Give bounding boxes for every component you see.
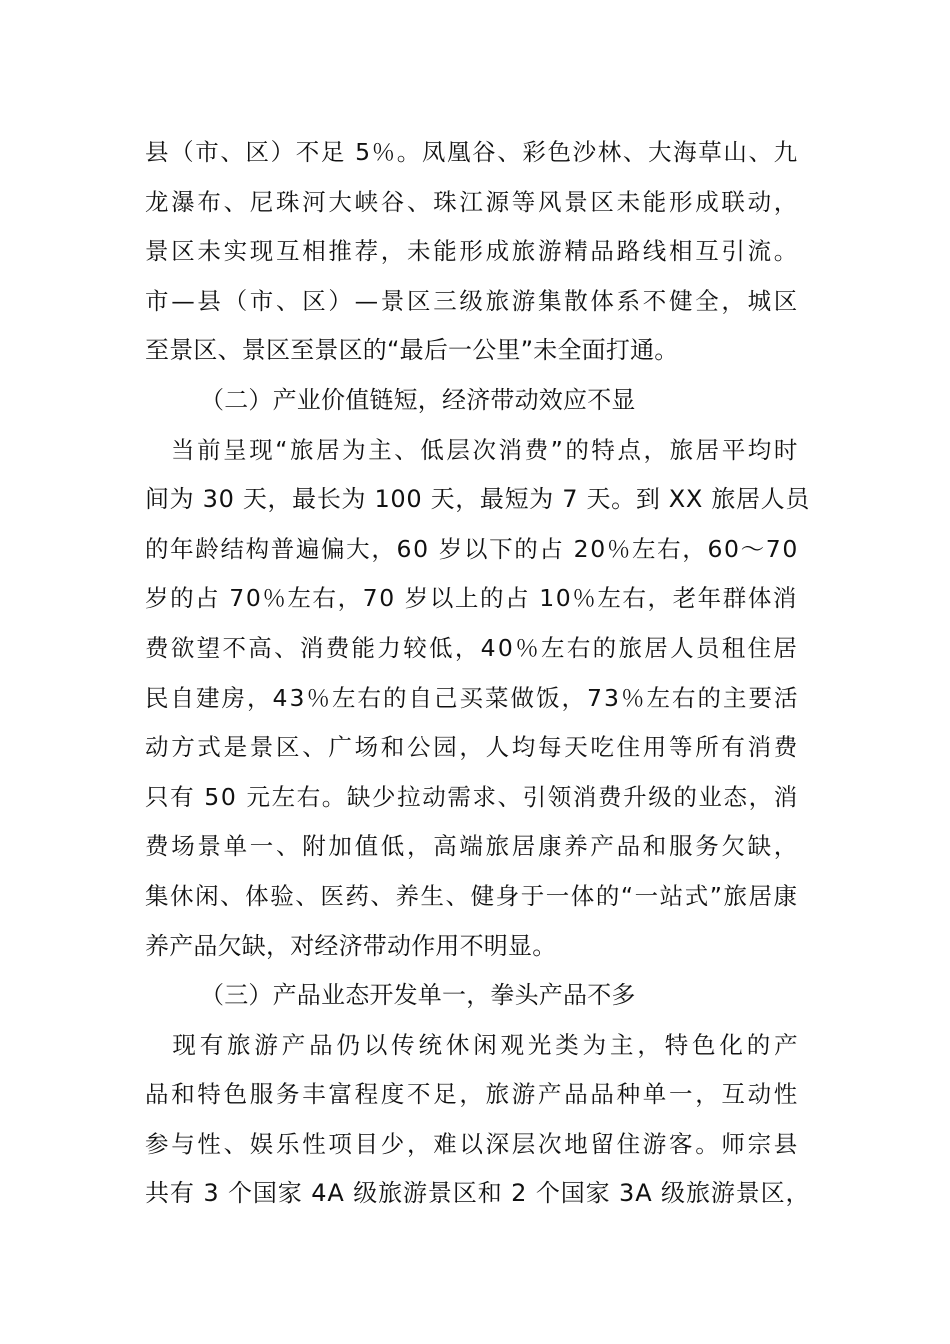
document-body bbox=[145, 128, 810, 1219]
text-line: 费欲望不高、消费能力较低，40％左右的旅居人员租住居 bbox=[145, 633, 800, 662]
section-heading: （二）产业价值链短，经济带动效应不显 bbox=[200, 385, 636, 414]
text-line: 当前呈现“旅居为主、低层次消费”的特点，旅居平均时 bbox=[145, 435, 800, 464]
text-line: 动方式是景区、广场和公园，人均每天吃住用等所有消费 bbox=[145, 733, 800, 762]
text-line: 参与性、娱乐性项目少，难以深层次地留住游客。师宗县 bbox=[145, 1129, 800, 1158]
text-line: 只有 50 元左右。缺少拉动需求、引领消费升级的业态，消 bbox=[145, 782, 799, 811]
text-line: 养产品欠缺，对经济带动作用不明显。 bbox=[145, 931, 557, 960]
section-heading: （三）产品业态开发单一，拳头产品不多 bbox=[200, 981, 636, 1010]
text-line: 间为 30 天，最长为 100 天，最短为 7 天。到 XX 旅居人员 bbox=[145, 485, 810, 514]
text-line: 费场景单一、附加值低，高端旅居康养产品和服务欠缺， bbox=[145, 832, 800, 861]
text-line: 景区未实现互相推荐，未能形成旅游精品路线相互引流。 bbox=[145, 237, 800, 266]
text-line: 共有 3 个国家 4A 级旅游景区和 2 个国家 3A 级旅游景区， bbox=[145, 1179, 810, 1208]
text-line: 市—县（市、区）—景区三级旅游集散体系不健全，城区 bbox=[145, 286, 800, 315]
text-line: 民自建房，43％左右的自己买菜做饭，73％左右的主要活 bbox=[145, 683, 800, 712]
text-line: 龙瀑布、尼珠河大峡谷、珠江源等风景区未能形成联动， bbox=[145, 187, 800, 216]
text-line: 至景区、景区至景区的“最后一公里”未全面打通。 bbox=[145, 336, 679, 365]
text-line: 县（市、区）不足 5％。凤凰谷、彩色沙林、大海草山、九 bbox=[145, 138, 799, 166]
text-line: 集休闲、体验、医药、养生、健身于一体的“一站式”旅居康 bbox=[145, 881, 799, 910]
text-line: 的年龄结构普遍偏大，60 岁以下的占 20％左右，60～70 bbox=[145, 534, 799, 563]
text-line: 岁的占 70％左右，70 岁以上的占 10％左右，老年群体消 bbox=[145, 584, 798, 613]
text-line: 品和特色服务丰富程度不足，旅游产品品种单一，互动性 bbox=[145, 1080, 800, 1109]
text-line: 现有旅游产品仍以传统休闲观光类为主，特色化的产 bbox=[145, 1030, 802, 1059]
